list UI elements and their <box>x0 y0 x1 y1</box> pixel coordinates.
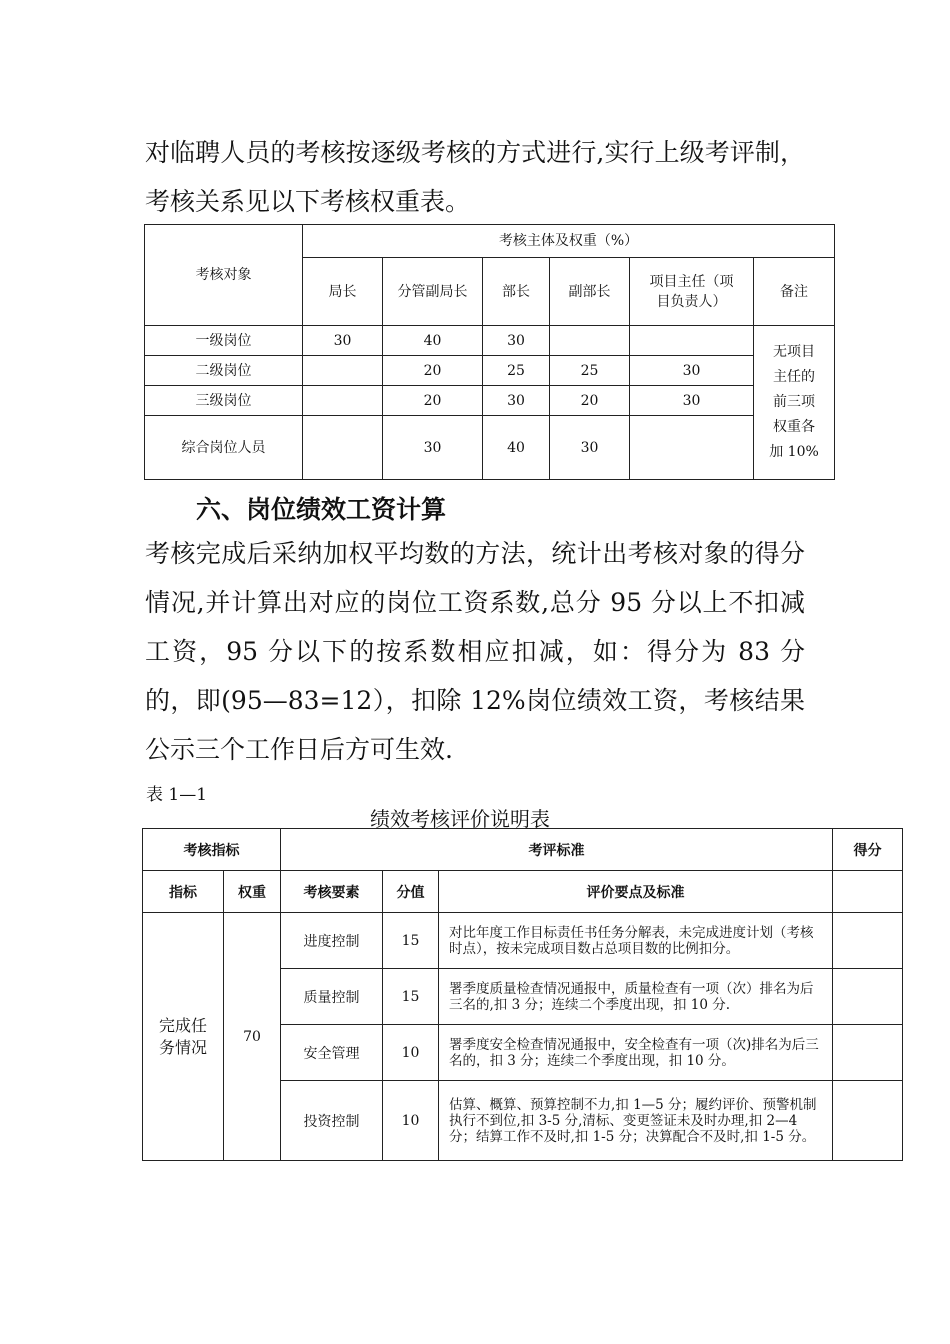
criteria-cell: 估算、概算、预算控制不力,扣 1—5 分；履约评价、预警机制执行不到位,扣 3-5 分,清标、变更签证未及时办理,扣 2—4 分；结算工作不及时,扣 1-5 分；决算配合不及时,扣 1-5 分。 <box>439 1081 833 1161</box>
criteria-cell: 署季度质量检查情况通报中，质量检查有一项（次）排名为后三名的,扣 3 分；连续二个季度出现，扣 10 分. <box>439 969 833 1025</box>
weight-cell <box>303 416 383 480</box>
score-empty <box>833 969 903 1025</box>
eval-subheader: 评价要点及标准 <box>439 871 833 913</box>
col-header: 备注 <box>754 258 835 326</box>
score-empty <box>833 1081 903 1161</box>
remark-cell: 无项目主任的前三项权重各加 10% <box>754 326 835 480</box>
eval-header: 考评标准 <box>281 829 833 871</box>
element-cell: 质量控制 <box>281 969 383 1025</box>
section-body: 考核完成后采纳加权平均数的方法，统计出考核对象的得分情况,并计算出对应的岗位工资系数,总分 95 分以上不扣减工资，95 分以下的按系数相应扣减，如：得分为 83 分的，即(95—83=12），扣除 12%岗位绩效工资，考核结果公示三个工作日后方可生效. <box>145 539 805 764</box>
element-cell: 安全管理 <box>281 1025 383 1081</box>
weight-table <box>144 224 835 480</box>
weight-value: 70 <box>224 913 281 1161</box>
weight-cell <box>630 326 754 356</box>
criteria-cell: 对比年度工作目标责任书任务分解表，未完成进度计划（考核时点），按未完成项目数占总项目数的比例扣分。 <box>439 913 833 969</box>
score-value: 10 <box>383 1081 439 1161</box>
row-name: 综合岗位人员 <box>145 416 303 480</box>
weight-cell: 40 <box>483 416 550 480</box>
element-cell: 投资控制 <box>281 1081 383 1161</box>
weight-cell: 25 <box>483 356 550 386</box>
eval-subheader: 分值 <box>383 871 439 913</box>
criteria-cell: 署季度安全检查情况通报中，安全检查有一项（次)排名为后三名的，扣 3 分；连续二个季度出现，扣 10 分。 <box>439 1025 833 1081</box>
weight-cell: 20 <box>550 386 630 416</box>
weight-cell: 40 <box>383 326 483 356</box>
col-header: 部长 <box>483 258 550 326</box>
score-empty <box>833 913 903 969</box>
section-heading: 六、岗位绩效工资计算 <box>196 495 447 524</box>
col-header: 分管副局长 <box>383 258 483 326</box>
eval-subheader: 权重 <box>224 871 281 913</box>
col-header: 副部长 <box>550 258 630 326</box>
eval-table <box>142 828 903 1161</box>
weight-cell: 30 <box>550 416 630 480</box>
weight-cell <box>303 386 383 416</box>
score-empty <box>833 1025 903 1081</box>
weight-cell: 30 <box>630 356 754 386</box>
eval-subheader: 指标 <box>143 871 224 913</box>
row-name: 一级岗位 <box>145 326 303 356</box>
eval-header: 考核指标 <box>143 829 281 871</box>
score-value: 10 <box>383 1025 439 1081</box>
score-value: 15 <box>383 969 439 1025</box>
score-empty <box>833 871 903 913</box>
col-header: 项目主任（项目负责人） <box>630 258 754 326</box>
row-name: 三级岗位 <box>145 386 303 416</box>
group-header: 考核主体及权重（%） <box>303 225 835 258</box>
row-name: 二级岗位 <box>145 356 303 386</box>
weight-cell <box>550 326 630 356</box>
score-value: 15 <box>383 913 439 969</box>
weight-cell: 30 <box>630 386 754 416</box>
weight-cell: 20 <box>383 386 483 416</box>
eval-header: 得分 <box>833 829 903 871</box>
element-cell: 进度控制 <box>281 913 383 969</box>
weight-cell: 30 <box>303 326 383 356</box>
eval-subheader: 考核要素 <box>281 871 383 913</box>
weight-cell <box>630 416 754 480</box>
table-label: 表 1—1 <box>146 785 208 805</box>
object-header: 考核对象 <box>145 225 303 326</box>
eval-table-title: 绩效考核评价说明表 <box>370 807 550 831</box>
weight-cell: 25 <box>550 356 630 386</box>
weight-cell: 30 <box>483 386 550 416</box>
intro-paragraph: 对临聘人员的考核按逐级考核的方式进行,实行上级考评制，考核关系见以下考核权重表。 <box>145 138 805 216</box>
weight-cell <box>303 356 383 386</box>
weight-cell: 30 <box>383 416 483 480</box>
weight-cell: 20 <box>383 356 483 386</box>
weight-cell: 30 <box>483 326 550 356</box>
col-header: 局长 <box>303 258 383 326</box>
indicator-cell: 完成任务情况 <box>143 913 224 1161</box>
